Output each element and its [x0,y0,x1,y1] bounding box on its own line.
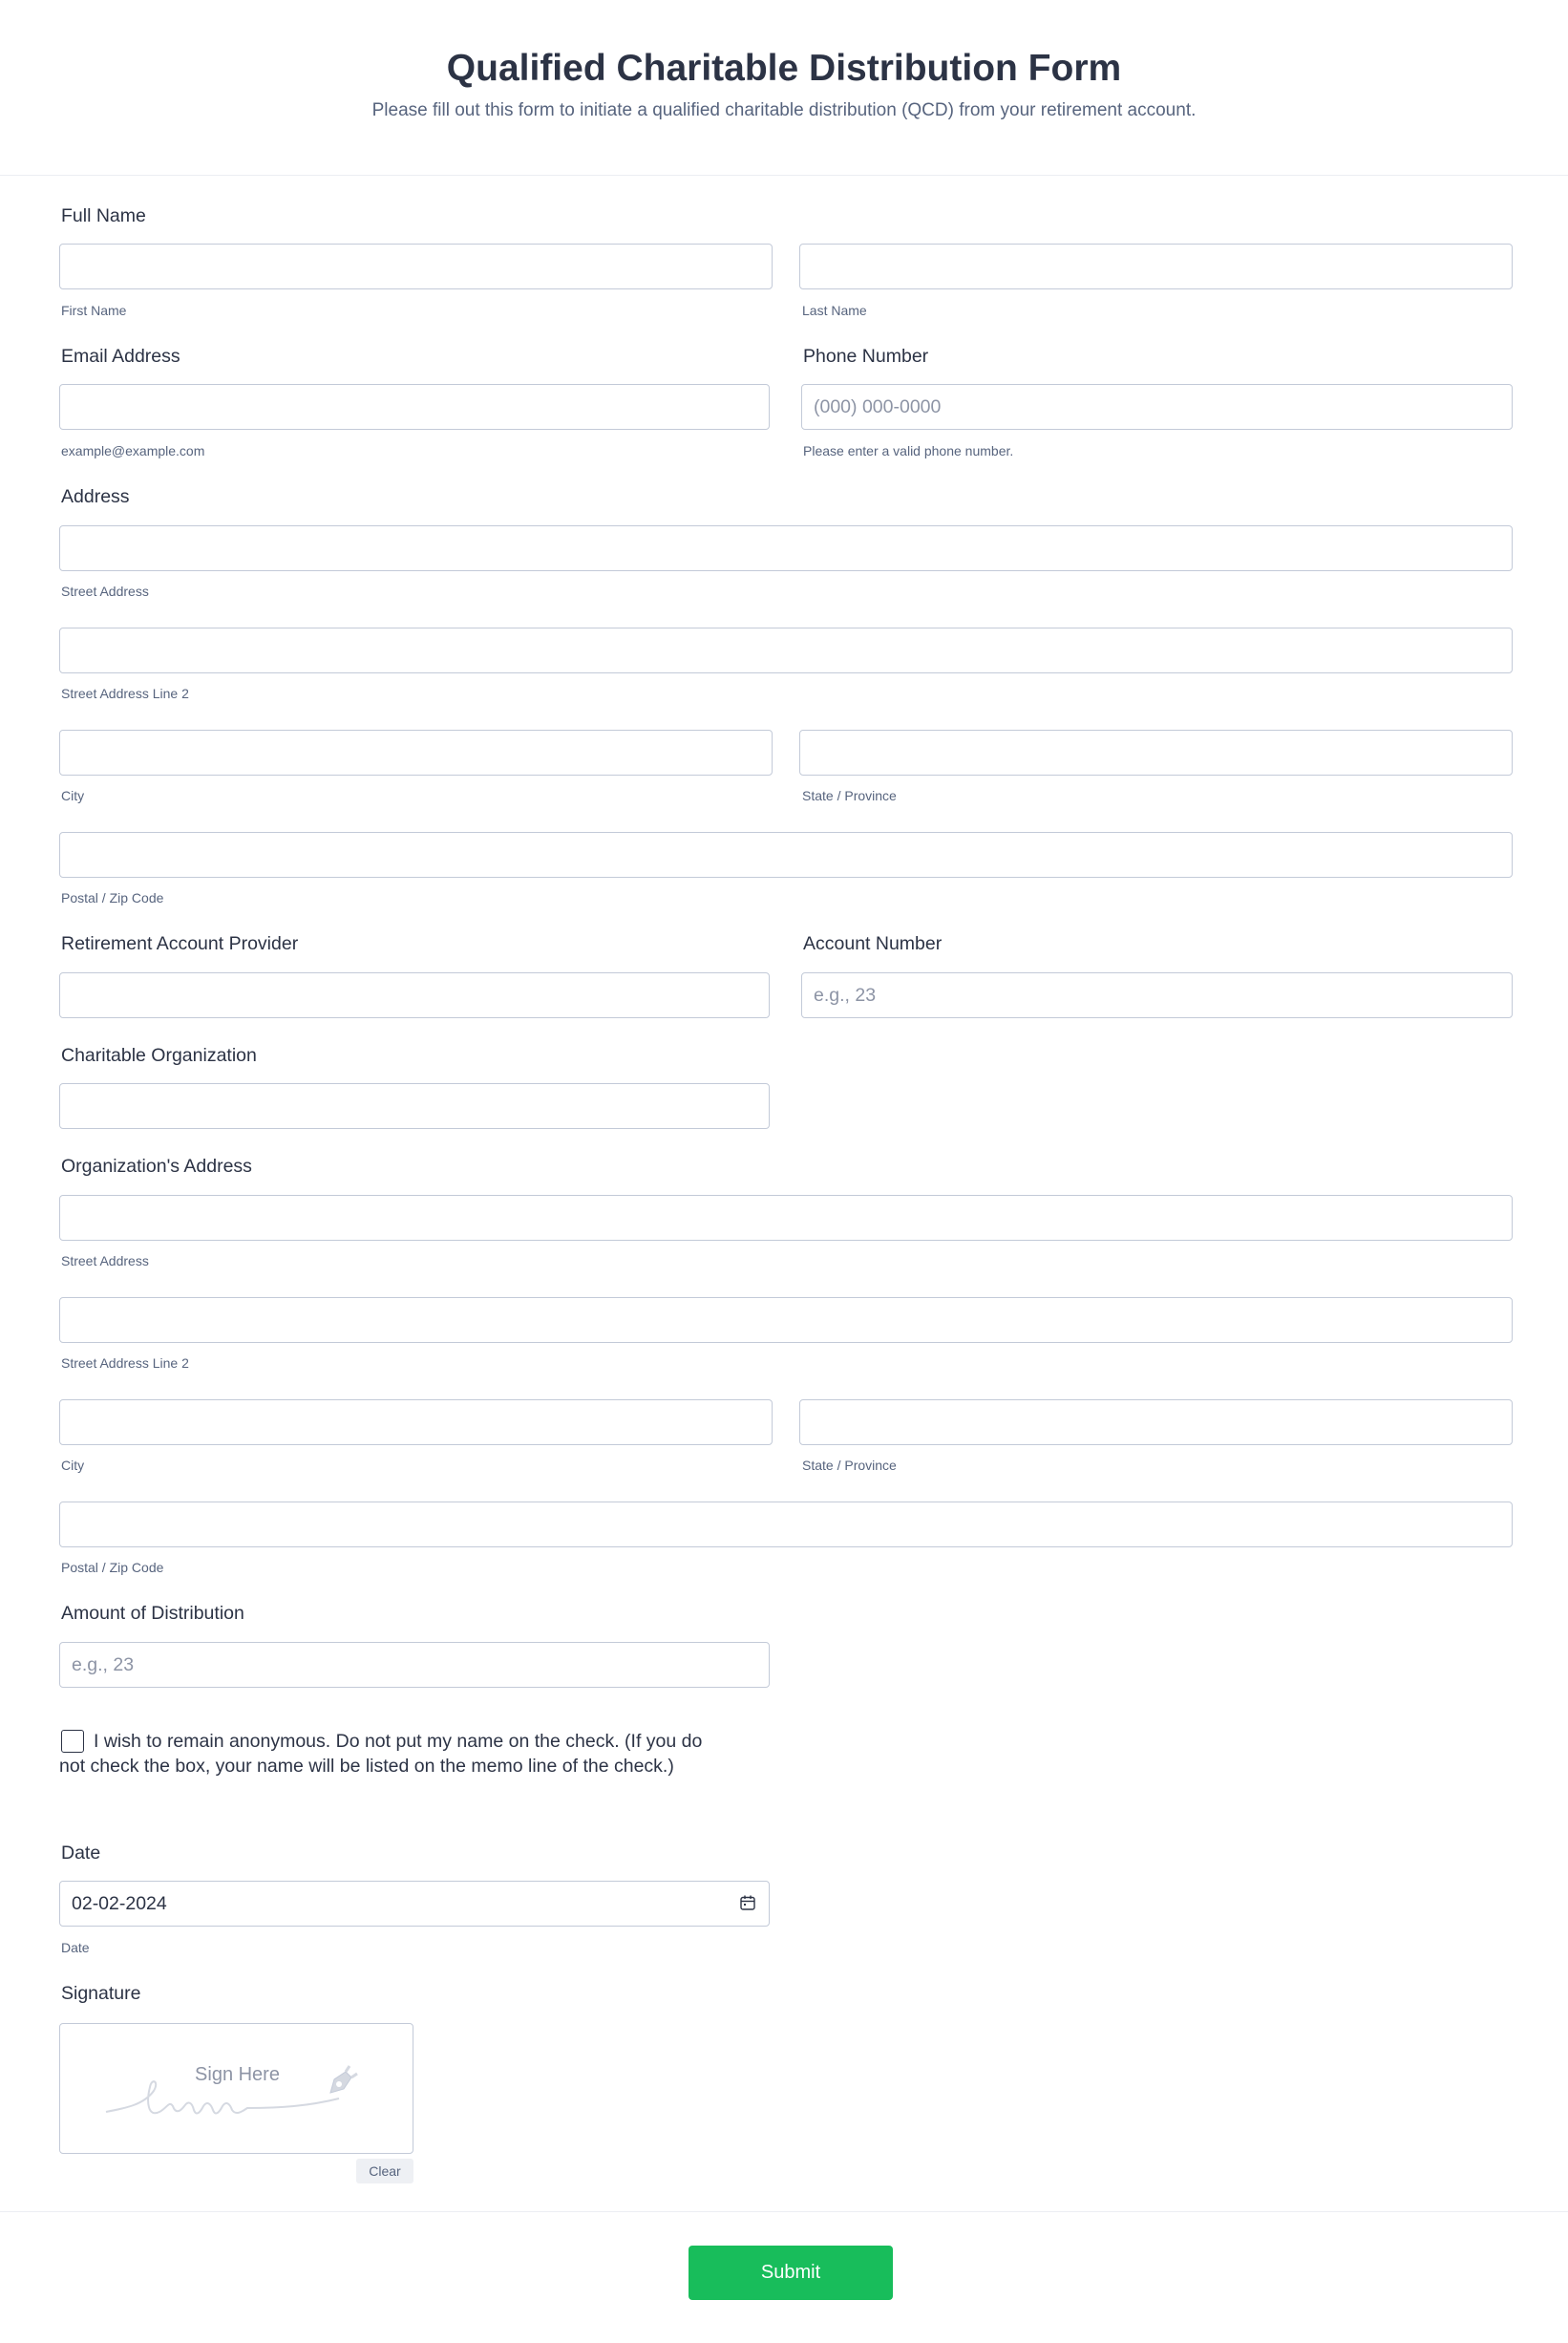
address-label: Address [61,486,130,507]
street-address-sublabel: Street Address [61,584,149,599]
page-title: Qualified Charitable Distribution Form [446,48,1122,89]
date-sublabel: Date [61,1940,90,1955]
footer-divider [0,2211,1568,2212]
postal-code-input[interactable] [59,832,1513,878]
last-name-sublabel: Last Name [802,303,867,318]
city-sublabel: City [61,788,85,803]
account-number-label: Account Number [803,933,943,954]
street-address-line2-input[interactable] [59,628,1513,673]
pen-icon [323,2062,361,2100]
last-name-input[interactable] [799,244,1513,289]
amount-label: Amount of Distribution [61,1603,244,1624]
state-input[interactable] [799,730,1513,776]
provider-input[interactable] [59,972,770,1018]
anonymous-checkbox[interactable] [61,1730,84,1753]
email-label: Email Address [61,346,180,367]
clear-signature-button[interactable]: Clear [356,2159,413,2183]
email-input[interactable] [59,384,770,430]
org-postal-code-sublabel: Postal / Zip Code [61,1560,164,1575]
account-number-input[interactable] [801,972,1513,1018]
org-state-input[interactable] [799,1399,1513,1445]
calendar-icon[interactable] [739,1894,756,1911]
charity-input[interactable] [59,1083,770,1129]
phone-label: Phone Number [803,346,929,367]
page-subtitle: Please fill out this form to initiate a qualified charitable distribution (QCD) from your retirement account. [371,100,1197,120]
org-state-sublabel: State / Province [802,1458,897,1473]
first-name-input[interactable] [59,244,773,289]
street-address-input[interactable] [59,525,1513,571]
state-sublabel: State / Province [802,788,897,803]
signature-scribble-icon [60,2024,414,2155]
amount-input[interactable] [59,1642,770,1688]
first-name-sublabel: First Name [61,303,127,318]
org-postal-code-input[interactable] [59,1502,1513,1547]
provider-label: Retirement Account Provider [61,933,299,954]
email-sublabel: example@example.com [61,443,205,458]
org-city-sublabel: City [61,1458,85,1473]
signature-placeholder: Sign Here [195,2064,280,2085]
phone-input[interactable] [801,384,1513,430]
charity-label: Charitable Organization [61,1045,257,1066]
postal-code-sublabel: Postal / Zip Code [61,890,164,905]
org-street-address-input[interactable] [59,1195,1513,1241]
submit-button[interactable]: Submit [689,2246,893,2300]
org-street-address-line2-input[interactable] [59,1297,1513,1343]
form-header [0,0,1568,176]
city-input[interactable] [59,730,773,776]
date-input[interactable] [59,1881,770,1927]
street-address-line2-sublabel: Street Address Line 2 [61,686,189,701]
date-label: Date [61,1842,101,1864]
full-name-label: Full Name [61,205,146,226]
org-street-address-sublabel: Street Address [61,1253,149,1268]
signature-label: Signature [61,1983,141,2004]
org-street-address-line2-sublabel: Street Address Line 2 [61,1355,189,1371]
org-address-label: Organization's Address [61,1156,252,1177]
org-city-input[interactable] [59,1399,773,1445]
phone-sublabel: Please enter a valid phone number. [803,443,1014,458]
anonymous-checkbox-label: I wish to remain anonymous. Do not put my name on the check. (If you do not check the box, your name will be listed on the memo line of the check.) [59,1731,703,1777]
signature-pad[interactable] [59,2023,413,2154]
